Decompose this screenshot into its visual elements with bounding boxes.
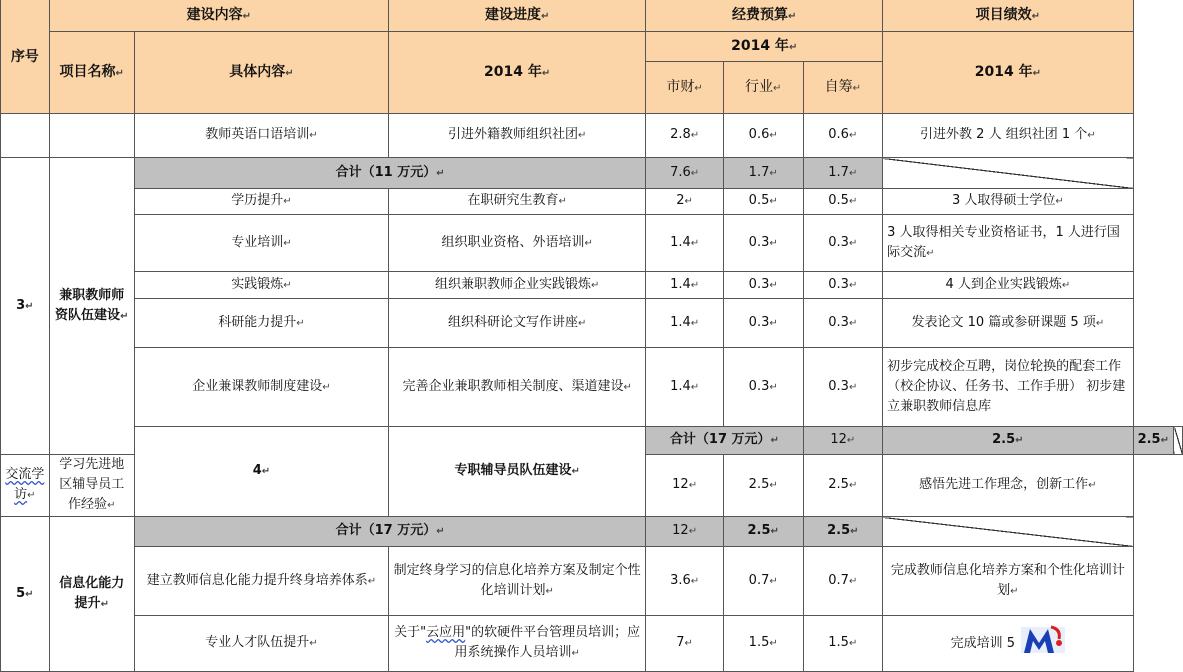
header-budget-year: 2014 年↵ xyxy=(646,32,883,62)
subtotal-self: 2.5↵ xyxy=(1133,427,1173,455)
subtotal-row xyxy=(1,427,1183,455)
city-cell: 7↵ xyxy=(646,616,724,672)
city-cell: 1.4↵ xyxy=(646,272,724,299)
perf-cell: 发表论文 10 篇或参研课题 5 项↵ xyxy=(883,299,1133,348)
header-row-1 xyxy=(1,0,1183,32)
header-progress: 建设进度↵ xyxy=(389,0,646,32)
detail-cell: 企业兼课教师制度建设↵ xyxy=(134,348,388,427)
detail-cell: 教师英语口语培训↵ xyxy=(134,114,388,158)
header-performance: 项目绩效↵ xyxy=(883,0,1133,32)
perf-cell: 4 人到企业实践锻炼↵ xyxy=(883,272,1133,299)
subtotal-perf-empty xyxy=(1174,427,1183,455)
subtotal-city: 7.6↵ xyxy=(646,158,724,189)
subtotal-industry: 1.7↵ xyxy=(723,158,803,189)
perf-cell: 初步完成校企互聘，岗位轮换的配套工作（校企协议、任务书、工作手册） 初步建立兼职教师信息库 xyxy=(883,348,1133,427)
industry-cell: 0.3↵ xyxy=(723,299,803,348)
industry-cell: 0.6↵ xyxy=(723,114,803,158)
m-logo-icon xyxy=(1021,623,1065,664)
seq-cell: 3↵ xyxy=(1,158,50,455)
perf-cell: 引进外教 2 人 组织社团 1 个↵ xyxy=(883,114,1133,158)
seq-cell xyxy=(1,114,50,158)
header-project-name: 项目名称↵ xyxy=(49,32,134,114)
header-progress-year: 2014 年↵ xyxy=(389,32,646,114)
industry-cell: 0.3↵ xyxy=(723,215,803,272)
project-name-cell: 兼职教师师资队伍建设↵ xyxy=(49,158,134,455)
project-name-cell xyxy=(49,114,134,158)
header-perf-year: 2014 年↵ xyxy=(883,32,1133,114)
header-row-2 xyxy=(1,32,1183,62)
detail-cell: 专业培训↵ xyxy=(134,215,388,272)
city-cell: 1.4↵ xyxy=(646,348,724,427)
self-cell: 0.6↵ xyxy=(803,114,883,158)
header-city: 市财↵ xyxy=(646,62,724,114)
table-row xyxy=(1,348,1183,427)
subtotal-label: 合计（17 万元）↵ xyxy=(646,427,803,455)
self-cell: 0.3↵ xyxy=(803,348,883,427)
industry-cell: 1.5↵ xyxy=(723,616,803,672)
subtotal-self: 2.5↵ xyxy=(803,517,883,547)
header-content: 建设内容↵ xyxy=(49,0,388,32)
self-cell: 1.5↵ xyxy=(803,616,883,672)
subtotal-row xyxy=(1,517,1183,547)
perf-cell: 3 人取得硕士学位↵ xyxy=(883,189,1133,215)
subtotal-industry: 2.5↵ xyxy=(723,517,803,547)
progress-cell: 引进外籍教师组织社团↵ xyxy=(389,114,646,158)
detail-cell: 建立教师信息化能力提升终身培养体系↵ xyxy=(134,547,388,616)
subtotal-city: 12↵ xyxy=(803,427,883,455)
subtotal-city: 12↵ xyxy=(646,517,724,547)
industry-cell: 0.7↵ xyxy=(723,547,803,616)
subtotal-row xyxy=(1,158,1183,189)
subtotal-perf-empty xyxy=(883,517,1133,547)
progress-cell: 完善企业兼职教师相关制度、渠道建设↵ xyxy=(389,348,646,427)
table-row xyxy=(1,547,1183,616)
self-cell: 0.3↵ xyxy=(803,272,883,299)
self-cell: 0.3↵ xyxy=(803,299,883,348)
table-row xyxy=(1,189,1183,215)
progress-cell: 组织科研论文写作讲座↵ xyxy=(389,299,646,348)
table-row xyxy=(1,299,1183,348)
perf-cell: 3 人取得相关专业资格证书，1 人进行国际交流↵ xyxy=(883,215,1133,272)
header-budget: 经费预算↵ xyxy=(646,0,883,32)
seq-cell: 4↵ xyxy=(134,427,388,517)
subtotal-self: 1.7↵ xyxy=(803,158,883,189)
subtotal-perf-empty xyxy=(883,158,1133,189)
subtotal-industry: 2.5↵ xyxy=(883,427,1133,455)
seq-cell: 5↵ xyxy=(1,517,50,672)
city-cell: 1.4↵ xyxy=(646,215,724,272)
progress-cell: 学习先进地区辅导员工作经验↵ xyxy=(49,455,134,517)
table-row xyxy=(1,114,1183,158)
city-cell: 12↵ xyxy=(646,455,724,517)
progress-cell: 组织兼职教师企业实践锻炼↵ xyxy=(389,272,646,299)
industry-cell: 0.3↵ xyxy=(723,348,803,427)
city-cell: 2.8↵ xyxy=(646,114,724,158)
project-name-cell: 信息化能力提升↵ xyxy=(49,517,134,672)
progress-cell: 关于"云应用"的软硬件平台管理员培训；应用系统操作人员培训↵ xyxy=(389,616,646,672)
industry-cell: 0.3↵ xyxy=(723,272,803,299)
project-name-cell: 专职辅导员队伍建设↵ xyxy=(389,427,646,517)
header-industry: 行业↵ xyxy=(723,62,803,114)
subtotal-label: 合计（17 万元）↵ xyxy=(134,517,645,547)
self-cell: 0.3↵ xyxy=(803,215,883,272)
detail-cell: 科研能力提升↵ xyxy=(134,299,388,348)
table-row xyxy=(1,616,1183,672)
self-cell: 2.5↵ xyxy=(803,455,883,517)
header-detail: 具体内容↵ xyxy=(134,32,388,114)
perf-cell: 完成教师信息化培养方案和个性化培训计划↵ xyxy=(883,547,1133,616)
self-cell: 0.7↵ xyxy=(803,547,883,616)
detail-cell: 实践锻炼↵ xyxy=(134,272,388,299)
header-self: 自筹↵ xyxy=(803,62,883,114)
detail-cell: 专业人才队伍提升↵ xyxy=(134,616,388,672)
city-cell: 3.6↵ xyxy=(646,547,724,616)
self-cell: 0.5↵ xyxy=(803,189,883,215)
progress-cell: 组织职业资格、外语培训↵ xyxy=(389,215,646,272)
industry-cell: 0.5↵ xyxy=(723,189,803,215)
city-cell: 1.4↵ xyxy=(646,299,724,348)
industry-cell: 2.5↵ xyxy=(723,455,803,517)
header-seq: 序号 xyxy=(1,0,50,114)
perf-cell: 感悟先进工作理念，创新工作↵ xyxy=(883,455,1133,517)
subtotal-label: 合计（11 万元）↵ xyxy=(134,158,645,189)
progress-cell: 制定终身学习的信息化培养方案及制定个性化培训计划↵ xyxy=(389,547,646,616)
progress-cell: 在职研究生教育↵ xyxy=(389,189,646,215)
detail-cell: 学历提升↵ xyxy=(134,189,388,215)
perf-cell: 完成培训 5 xyxy=(883,616,1133,672)
detail-cell: 交流学访↵ xyxy=(1,455,50,517)
city-cell: 2↵ xyxy=(646,189,724,215)
table-row xyxy=(1,215,1183,272)
table-row xyxy=(1,272,1183,299)
